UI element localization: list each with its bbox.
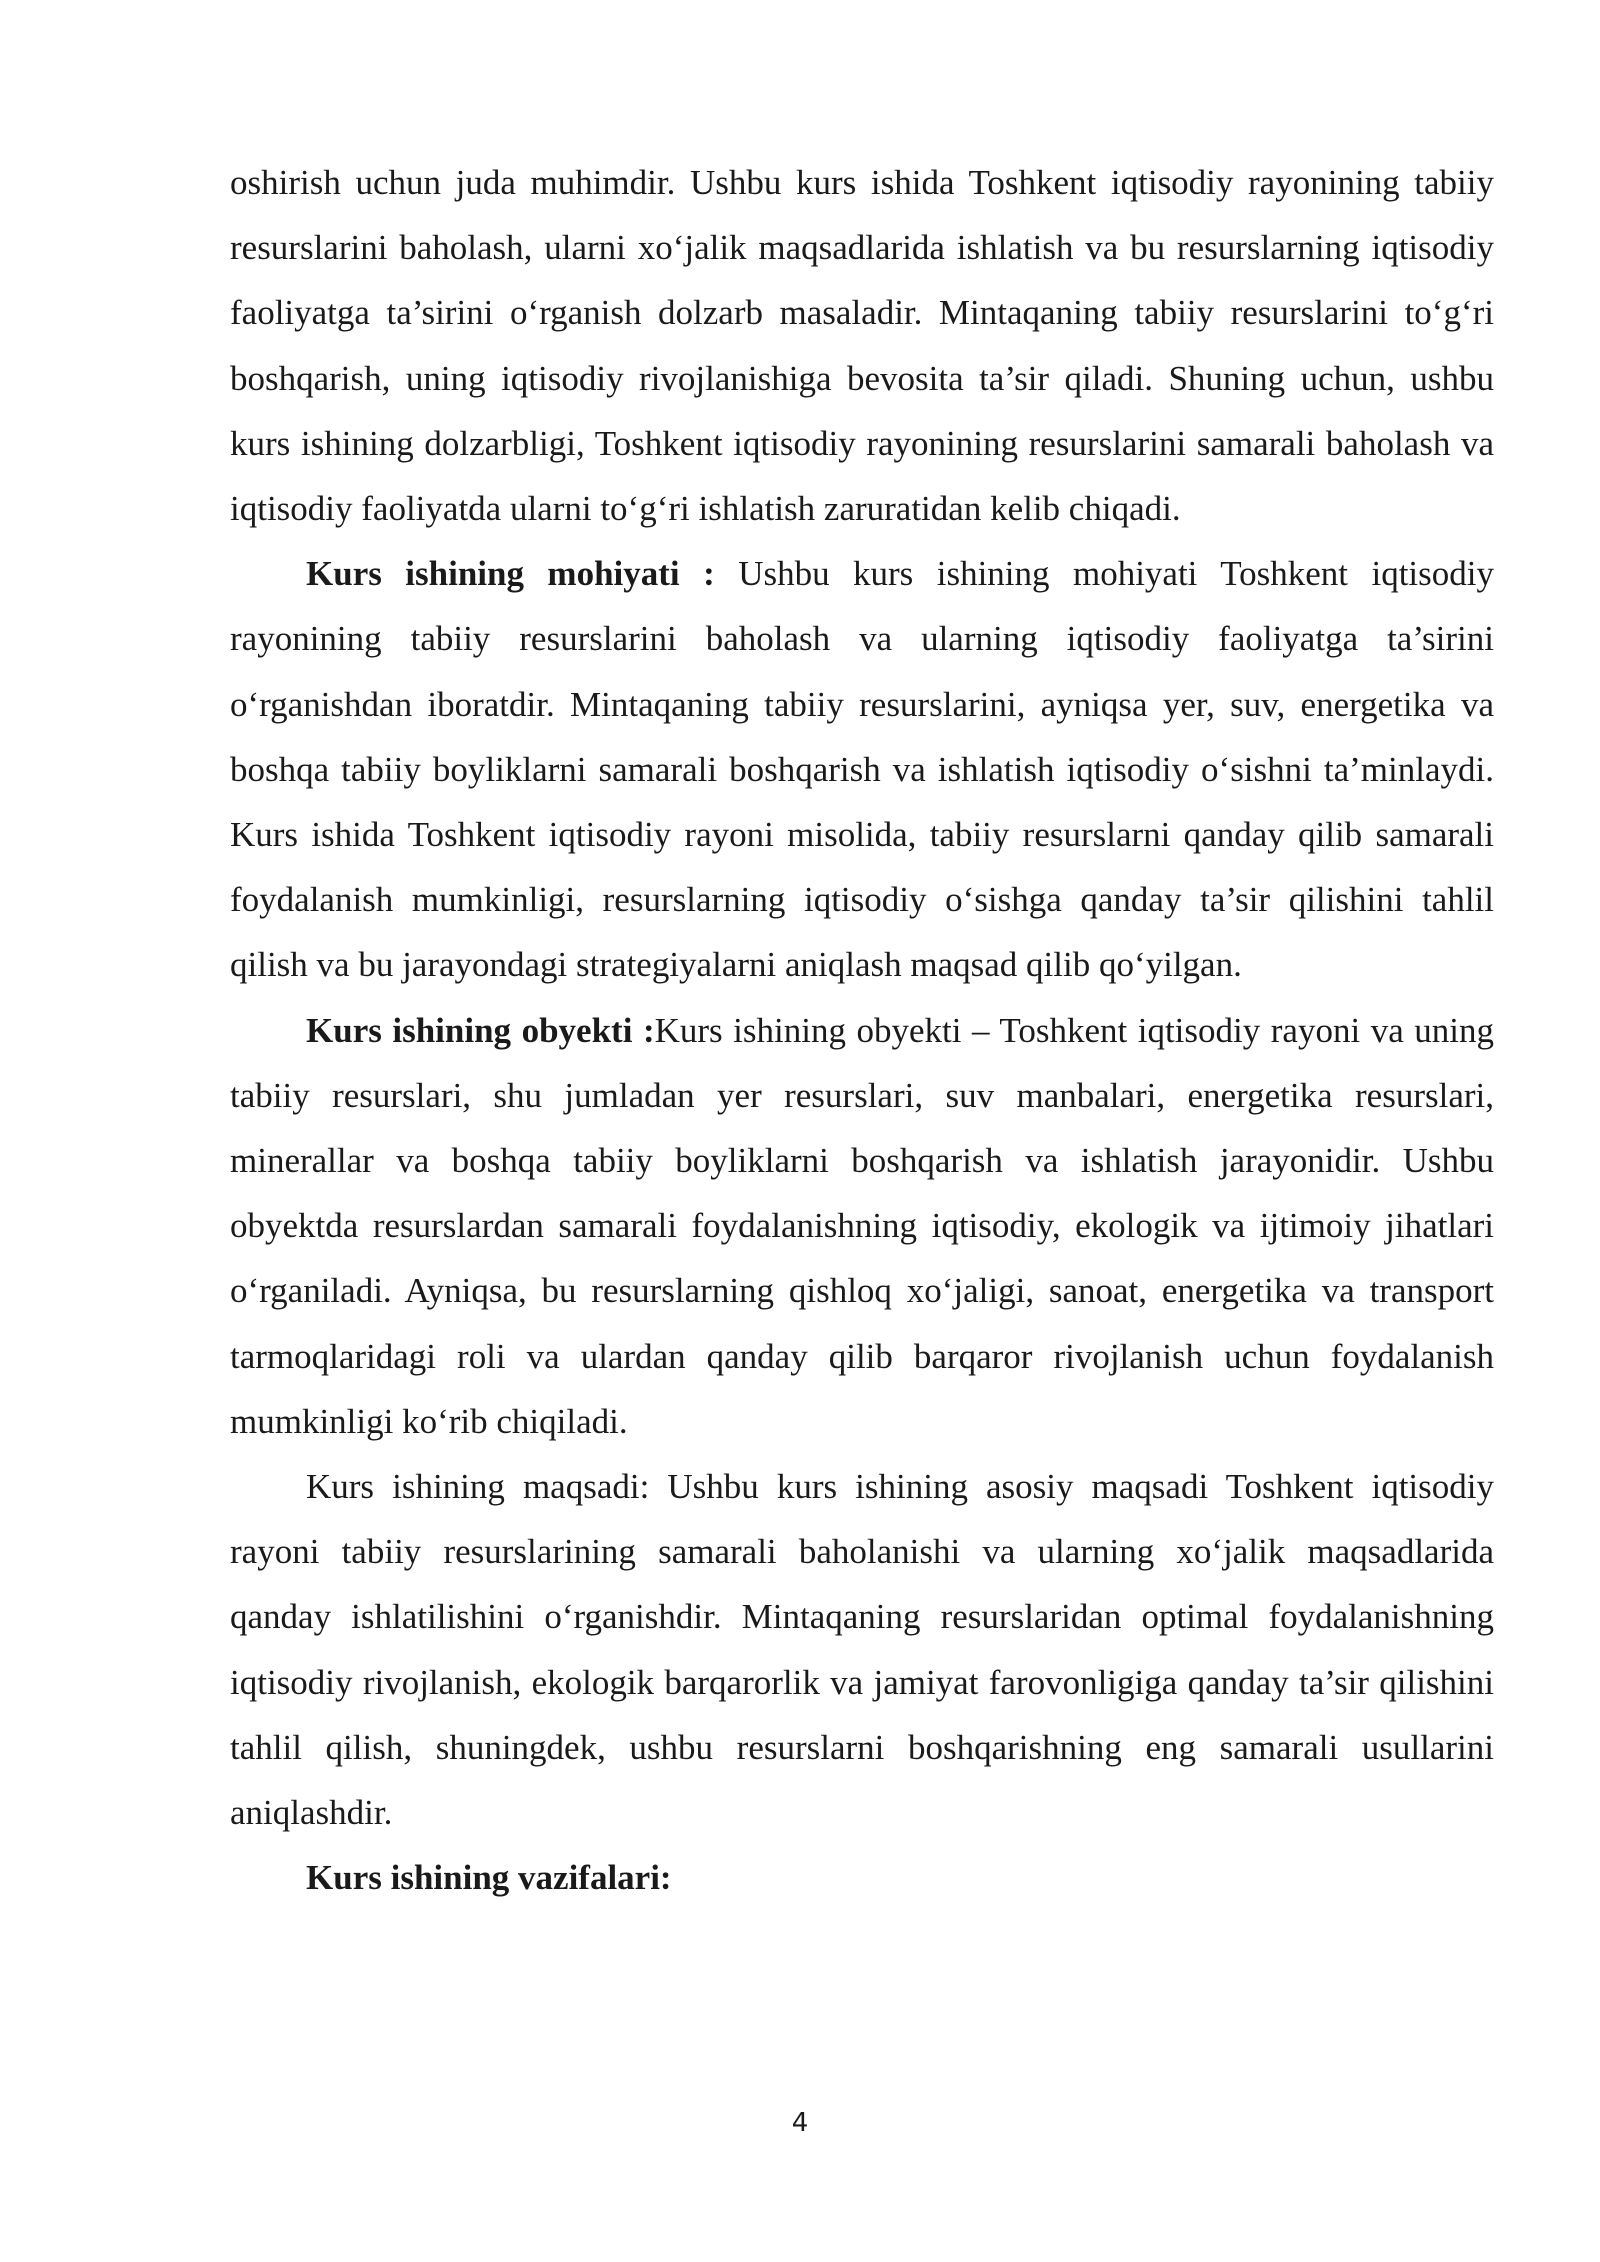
paragraph-text: Ushbu kurs ishining mohiyati Toshkent iqtisodiy rayonining tabiiy resurslarini baholash va ularning iqtisodiy faoliyatga ta’sirini o‘rganishdan iboratdir. Mintaqaning tabiiy resurslarini, ayniqsa yer, suv, energetika va boshqa tabiiy boyliklarni samarali boshqarish va ishlatish iqtisodiy o‘sishni ta’minlaydi. Kurs ishida Toshkent iqtisodiy rayoni misolida, tabiiy resurslarni qanday qilib samarali foydalanish mumkinligi, resurslarning iqtisodiy o‘sishga qanday ta’sir qilishini tahlil qilish va bu jarayondagi strategiyalarni aniqlash maqsad qilib qo‘yilgan. bbox=[230, 554, 1494, 985]
paragraph-object bbox=[230, 998, 1494, 1454]
paragraph-goal bbox=[230, 1454, 1494, 1845]
paragraph-text: Kurs ishining obyekti – Toshkent iqtisodiy rayoni va uning tabiiy resurslari, shu jumladan yer resurslari, suv manbalari, energetika resurslari, minerallar va boshqa tabiiy boyliklarni boshqarish va ishlatish jarayonidir. Ushbu obyektda resurslardan samarali foydalanishning iqtisodiy, ekologik va ijtimoiy jihatlari o‘rganiladi. Ayniqsa, bu resurslarning qishloq xo‘jaligi, sanoat, energetika va transport tarmoqlaridagi roli va ulardan qanday qilib barqaror rivojlanish uchun foydalanish mumkinligi ko‘rib chiqiladi. bbox=[230, 1010, 1494, 1441]
paragraph-intro-continuation bbox=[230, 150, 1494, 541]
section-heading-tasks: Kurs ishining vazifalari: bbox=[306, 1858, 672, 1898]
section-heading-object: Kurs ishining obyekti : bbox=[306, 1010, 655, 1050]
section-heading-essence: Kurs ishining mohiyati : bbox=[306, 554, 739, 594]
paragraph-essence bbox=[230, 541, 1494, 997]
page-body bbox=[230, 150, 1494, 1910]
paragraph-text: oshirish uchun juda muhimdir. Ushbu kurs ishida Toshkent iqtisodiy rayonining tabiiy resurslarini baholash, ularni xo‘jalik maqsadlarida ishlatish va bu resurslarning iqtisodiy faoliyatga ta’sirini o‘rganish dolzarb masaladir. Mintaqaning tabiiy resurslarini to‘g‘ri boshqarish, uning iqtisodiy rivojlanishiga bevosita ta’sir qiladi. Shuning uchun, ushbu kurs ishining dolzarbligi, Toshkent iqtisodiy rayonining resurslarini samarali baholash va iqtisodiy faoliyatda ularni to‘g‘ri ishlatish zaruratidan kelib chiqadi. bbox=[230, 163, 1494, 529]
paragraph-text: Kurs ishining maqsadi: Ushbu kurs ishining asosiy maqsadi Toshkent iqtisodiy rayoni tabiiy resurslarining samarali baholanishi va ularning xo‘jalik maqsadlarida qanday ishlatilishini o‘rganishdir. Mintaqaning resurslaridan optimal foydalanishning iqtisodiy rivojlanish, ekologik barqarorlik va jamiyat farovonligiga qanday ta’sir qilishini tahlil qilish, shuningdek, ushbu resurslarni boshqarishning eng samarali usullarini aniqlashdir. bbox=[230, 1467, 1494, 1833]
paragraph-tasks bbox=[230, 1845, 1494, 1910]
page-number: 4 bbox=[791, 2108, 809, 2138]
